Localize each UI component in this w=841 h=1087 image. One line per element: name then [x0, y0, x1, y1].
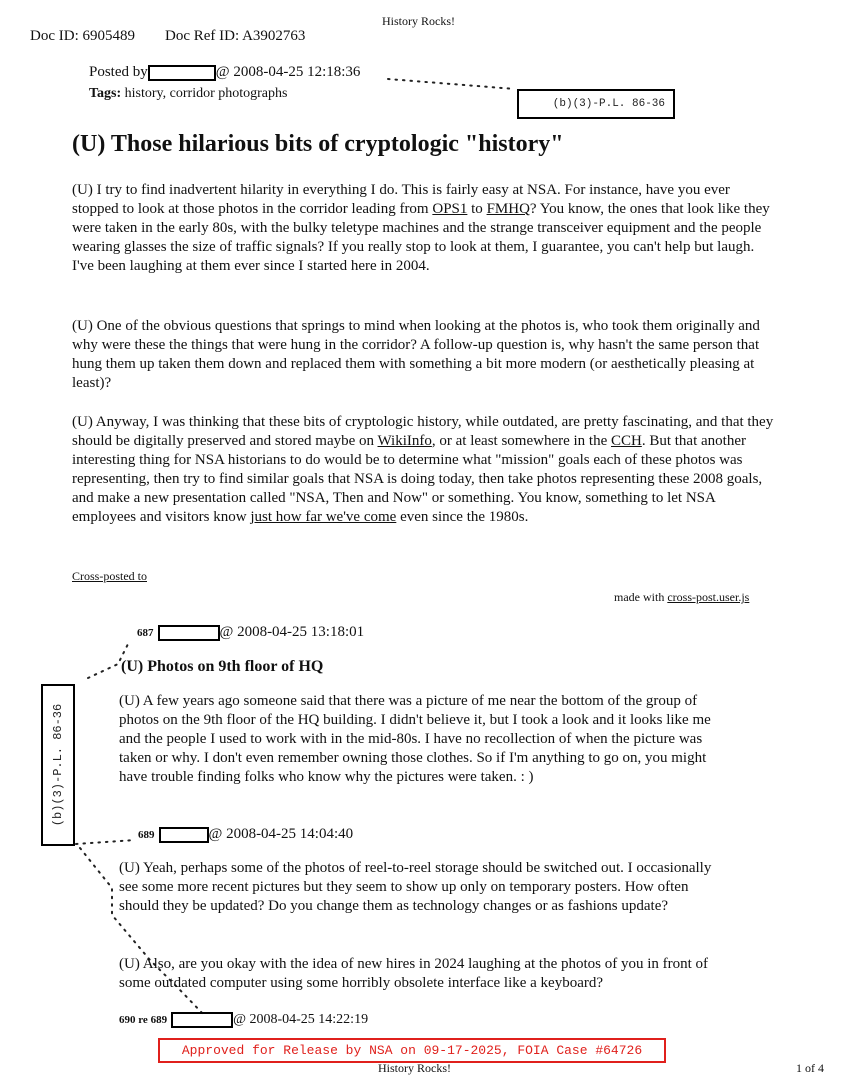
made-with-line: made with cross-post.user.js [614, 590, 750, 604]
tags-label: Tags: [89, 86, 122, 101]
comment-header [119, 1012, 368, 1028]
redaction-box [148, 65, 216, 81]
page-footer-title: History Rocks! [378, 1061, 451, 1075]
doc-id: Doc ID: 6905489 [30, 28, 135, 44]
redaction-box [159, 827, 209, 843]
post-paragraph: (U) Anyway, I was thinking that these bits of cryptologic history, while outdated, are pretty fascinating, and that they should be digitally preserved and stored maybe on WikiInfo, or at least somewhere in the CCH. But that another interesting thing for NSA historians to do would be to determine what "mission" goals each of these photos was representing, then try to find similar goals that NSA is doing today, then take photos representing these 2008 goals, and make a new presentation called "NSA, Then and Now" or something. You know, something to let NSA employees and visitors know just how far we've come even since the 1980s. [72, 414, 774, 525]
cross-post-script-link[interactable]: cross-post.user.js [667, 590, 750, 604]
redaction-box [158, 625, 220, 641]
comment-number[interactable]: 689 [138, 829, 155, 841]
comment-body: (U) Also, are you okay with the idea of new hires in 2024 laughing at the photos of you in front of some outdated computer using some horribly obsolete interface like a keyboard? [119, 956, 709, 991]
comment-timestamp: @ 2008-04-25 14:04:40 [208, 826, 354, 842]
page-count: 1 of 4 [796, 1061, 824, 1075]
tags-line [89, 86, 287, 102]
posted-by-label: Posted by [89, 64, 148, 80]
comment-number[interactable]: 690 re 689 [119, 1014, 168, 1027]
comment-body: (U) Yeah, perhaps some of the photos of reel-to-reel storage should be switched out. I occasionally see some more recent pictures but they seem to show up only on temporary posters. How often should they be updated? Do you change them as technology changes or as fashions update? [119, 860, 712, 914]
cch-link[interactable]: CCH [611, 433, 642, 449]
comment-header [137, 624, 364, 641]
tags-list: history, corridor photographs [121, 86, 288, 101]
exemption-stamp: (b)(3)-P.L. 86-36 [517, 89, 675, 119]
comment-timestamp: @ 2008-04-25 14:22:19 [233, 1012, 369, 1028]
comment-title: (U) Photos on 9th floor of HQ [121, 658, 324, 675]
comment-number[interactable]: 687 [137, 627, 154, 639]
comment-header [138, 826, 353, 843]
comment-body: (U) A few years ago someone said that there was a picture of me near the bottom of the group of photos on the 9th floor of the HQ building. I didn't believe it, but I took a look and it looks like me and the people I used to work with in the mid-80s. I have no recollection of when the picture was taken or why. I don't even remember owning those clothes. So if I'm anything to go on, you might have trouble finding folks who know why the pictures were taken. : ) [119, 693, 711, 785]
exemption-stamp-side: (b)(3)-P.L. 86-36 [41, 684, 75, 846]
posted-timestamp: @ 2008-04-25 12:18:36 [215, 64, 361, 80]
posted-by-line [89, 64, 360, 81]
ops1-link[interactable]: OPS1 [432, 201, 468, 217]
post-paragraph: (U) I try to find inadvertent hilarity in everything I do. This is fairly easy at NSA. For instance, have you ever stopped to look at those photos in the corridor leading from OPS1 to FMHQ? You know, the ones that look like they were taken in the early 80s, with the bulky teletype machines and the strange transceiver equipment and the people wearing glasses the size of traffic signals? If you really stop to look at them, I guarantee, you can't help but laugh. I've been laughing at them ever since I started here in 2004. [72, 182, 770, 274]
doc-ref-id: Doc Ref ID: A3902763 [165, 28, 306, 44]
cross-posted-link[interactable]: Cross-posted to [72, 569, 147, 583]
wikiinfo-link[interactable]: WikiInfo [377, 433, 432, 449]
comment-timestamp: @ 2008-04-25 13:18:01 [219, 624, 365, 640]
how-far-link[interactable]: just how far we've come [250, 509, 397, 525]
post-paragraph: (U) One of the obvious questions that springs to mind when looking at the photos is, who took them originally and why were these the things that were hung in the corridor? A follow-up question is, why hasn't the same person that hung them up taken them down and replaced them with something a bit more modern (or aesthetically pleasing at least)? [72, 318, 760, 391]
post-title: (U) Those hilarious bits of cryptologic "history" [72, 131, 564, 157]
approval-stamp: Approved for Release by NSA on 09-17-2025, FOIA Case #64726 [158, 1038, 666, 1063]
redaction-box [171, 1012, 233, 1028]
fmhq-link[interactable]: FMHQ [486, 201, 530, 217]
page-header-title: History Rocks! [382, 14, 455, 28]
